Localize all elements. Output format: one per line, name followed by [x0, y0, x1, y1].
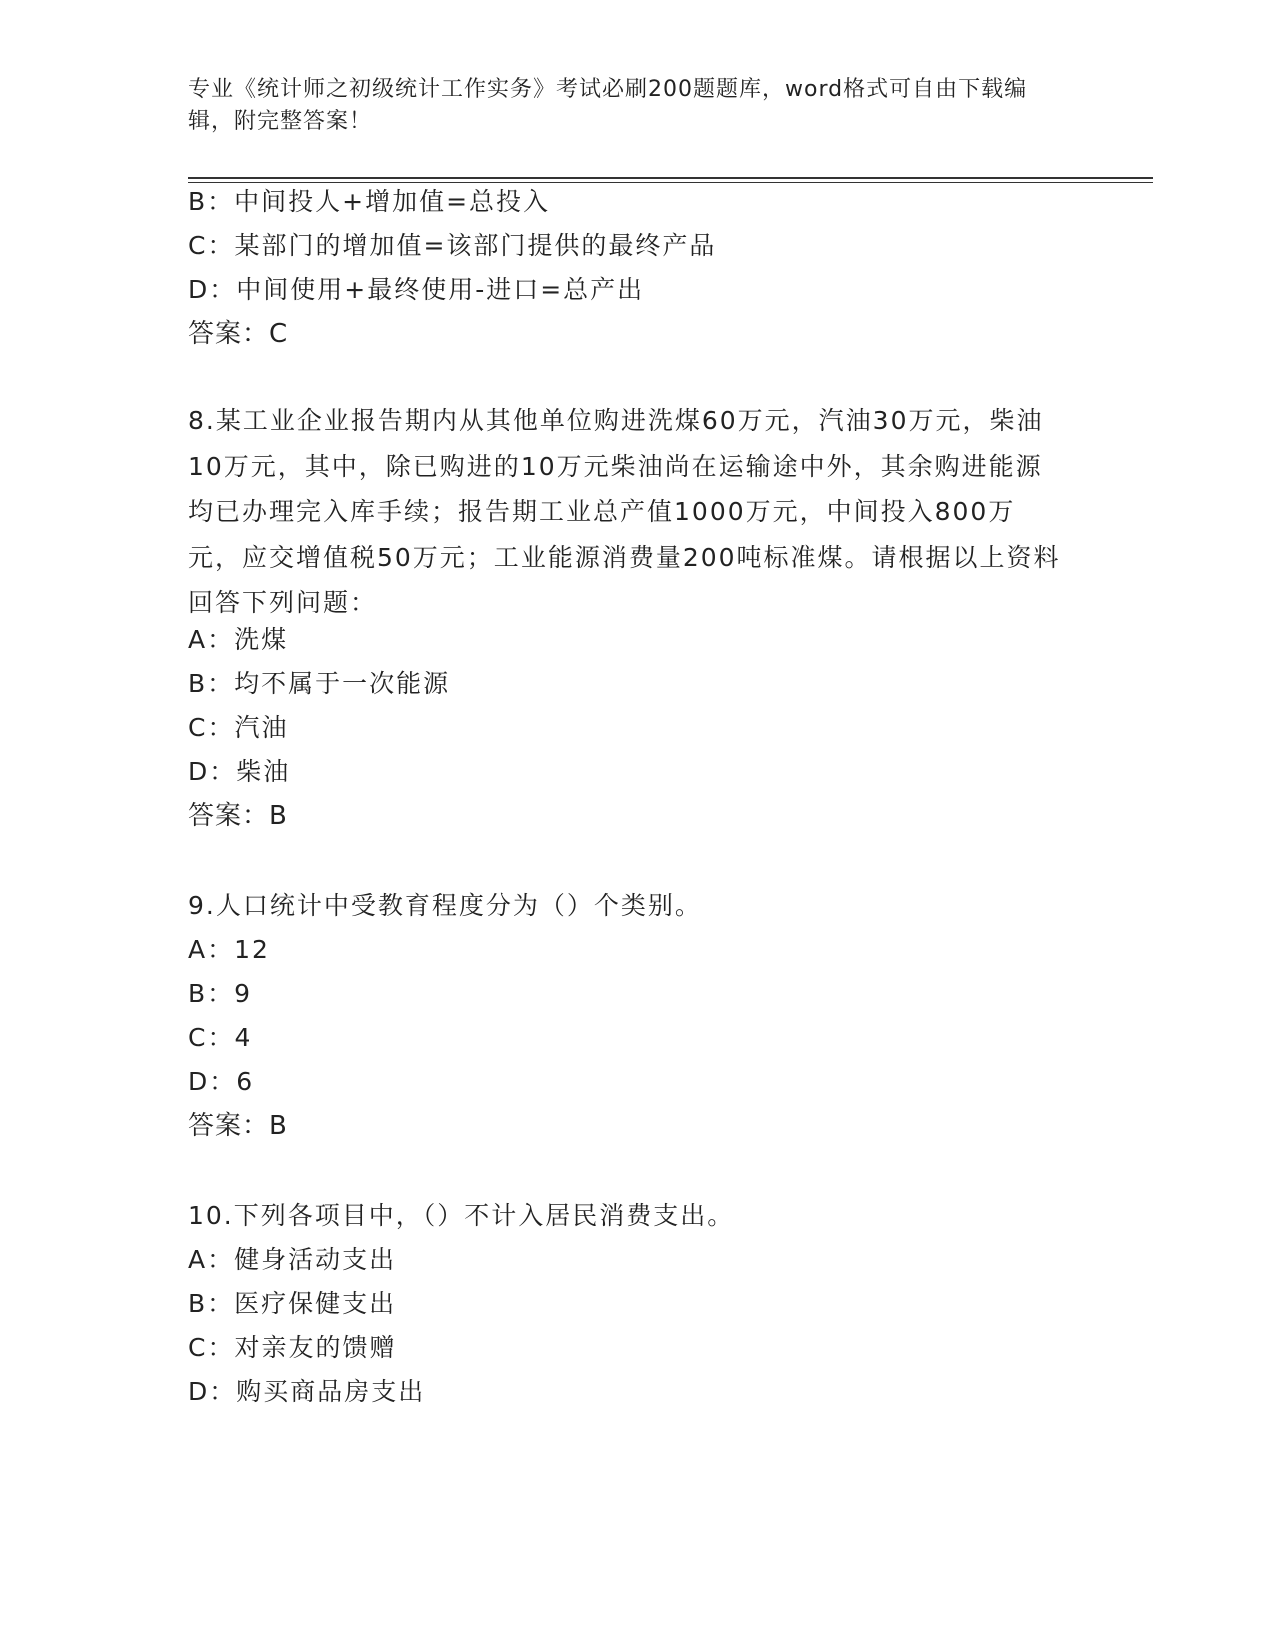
- q10-option-b: B：医疗保健支出: [188, 1289, 397, 1318]
- q9-stem: 9.人口统计中受教育程度分为（）个类别。: [188, 891, 702, 920]
- q7-option-b: B：中间投人+增加值=总投入: [188, 187, 551, 216]
- document-header: 专业《统计师之初级统计工作实务》考试必刷200题题库，word格式可自由下载编辑，附完整答案！: [188, 77, 1028, 134]
- q8-option-a: A：洗煤: [188, 625, 289, 654]
- q9-option-a: A：12: [188, 935, 270, 964]
- q7-option-d: D：中间使用+最终使用-进口=总产出: [188, 275, 645, 304]
- header-rule-thin: [188, 182, 1153, 183]
- q10-option-d: D：购买商品房支出: [188, 1377, 426, 1406]
- q10-option-c: C：对亲友的馈赠: [188, 1333, 397, 1362]
- q9-option-d: D：6: [188, 1067, 255, 1096]
- q9-option-c: C：4: [188, 1023, 253, 1052]
- q10-stem: 10.下列各项目中，（）不计入居民消费支出。: [188, 1201, 735, 1230]
- q7-answer: 答案：C: [188, 319, 289, 349]
- q10-option-a: A：健身活动支出: [188, 1245, 397, 1274]
- q8-answer: 答案：B: [188, 801, 288, 831]
- q9-answer: 答案：B: [188, 1111, 288, 1141]
- q7-option-c: C：某部门的增加值=该部门提供的最终产品: [188, 231, 717, 260]
- q9-option-b: B：9: [188, 979, 253, 1008]
- q8-option-b: B：均不属于一次能源: [188, 669, 451, 698]
- q8-option-c: C：汽油: [188, 713, 289, 742]
- header-rule-thick: [188, 177, 1153, 179]
- q8-option-d: D：柴油: [188, 757, 291, 786]
- q8-stem: 8.某工业企业报告期内从其他单位购进洗煤60万元，汽油30万元，柴油10万元，其中，除已购进的10万元柴油尚在运输途中外，其余购进能源均已办理完入库手续；报告期工业总产值1000万元，中间投入800万元，应交增值税50万元；工业能源消费量200吨标准煤。请根据以上资料回答下列问题：: [188, 406, 1061, 617]
